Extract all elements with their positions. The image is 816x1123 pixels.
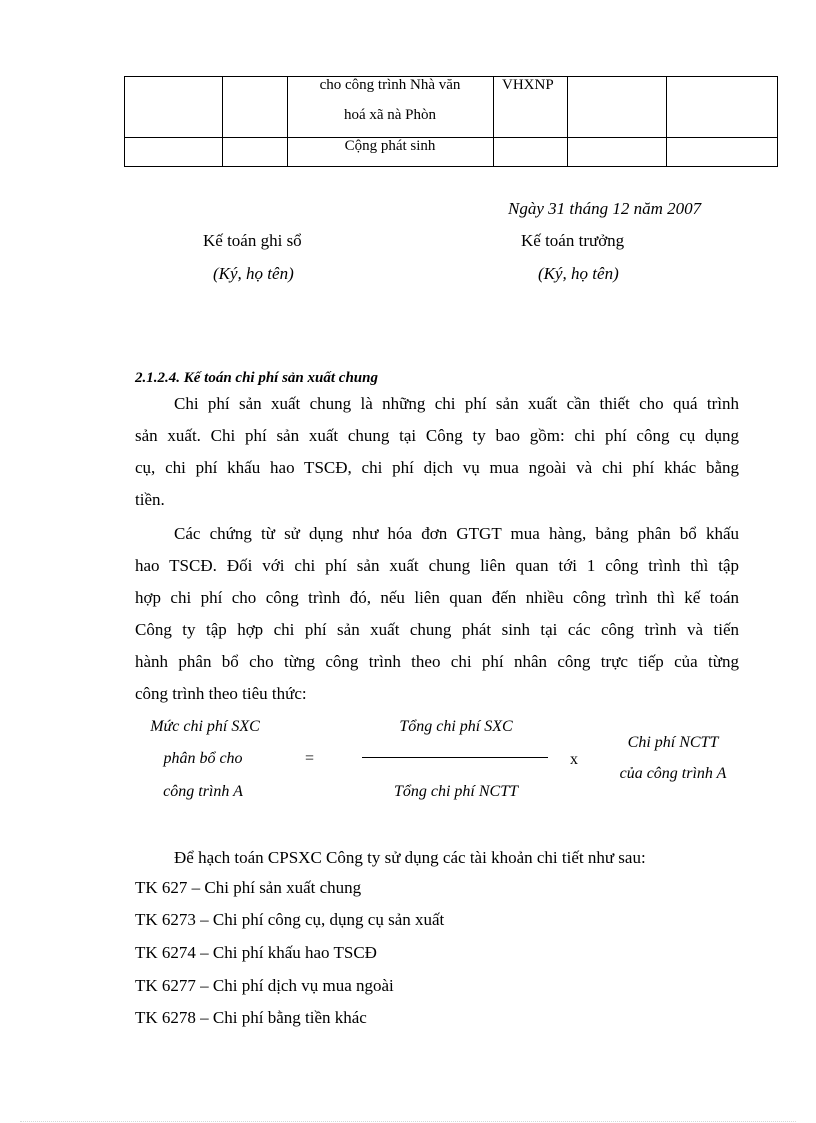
table-cell-description-line1: cho công trình Nhà văn bbox=[319, 77, 461, 93]
signature-right-note: (Ký, họ tên) bbox=[538, 264, 619, 283]
table-cell-total-label: Cộng phát sinh bbox=[344, 138, 436, 154]
formula-numerator: Tổng chi phí SXC bbox=[399, 718, 513, 735]
table-col-border bbox=[124, 76, 125, 166]
paragraph-2-line: công trình theo tiêu thức: bbox=[135, 684, 307, 703]
paragraph-1 bbox=[135, 388, 739, 516]
formula-lhs-line3: công trình A bbox=[163, 783, 243, 800]
signature-left-note: (Ký, họ tên) bbox=[213, 264, 294, 283]
accounts-intro: Để hạch toán CPSXC Công ty sử dụng các tài khoản chi tiết như sau: bbox=[174, 848, 646, 867]
account-item: TK 6277 – Chi phí dịch vụ mua ngoài bbox=[135, 976, 394, 995]
paragraph-2-line: hành phân bổ cho từng công trình theo chi phí nhân công trực tiếp của từng bbox=[135, 652, 739, 671]
signature-right-title: Kế toán trưởng bbox=[521, 231, 625, 250]
section-heading: 2.1.2.4. Kế toán chi phí sản xuất chung bbox=[135, 370, 378, 386]
table-col-border bbox=[567, 76, 568, 166]
formula-rhs-line1: Chi phí NCTT bbox=[627, 734, 719, 751]
account-item: TK 627 – Chi phí sản xuất chung bbox=[135, 878, 362, 897]
formula-lhs-line2: phân bổ cho bbox=[163, 750, 243, 767]
paragraph-2-line: Các chứng từ sử dụng như hóa đơn GTGT mua hàng, bảng phân bổ khấu bbox=[174, 524, 739, 543]
table-col-border bbox=[493, 76, 494, 166]
paragraph-2 bbox=[135, 518, 739, 710]
table-cell-description-line2: hoá xã nà Phòn bbox=[343, 107, 437, 123]
page-bottom-border bbox=[20, 1121, 796, 1122]
paragraph-1-line: tiền. bbox=[135, 490, 165, 509]
table-col-border bbox=[222, 76, 223, 166]
paragraph-1-line: cụ, chi phí khấu hao TSCĐ, chi phí dịch vụ mua ngoài và chi phí khác bằng bbox=[135, 458, 739, 477]
table-cell-code: VHXNP bbox=[502, 77, 554, 93]
account-item: TK 6278 – Chi phí bằng tiền khác bbox=[135, 1008, 367, 1027]
account-item: TK 6274 – Chi phí khấu hao TSCĐ bbox=[135, 943, 377, 962]
formula-lhs-line1: Mức chi phí SXC bbox=[150, 718, 260, 735]
account-item: TK 6273 – Chi phí công cụ, dụng cụ sản xuất bbox=[135, 910, 445, 929]
paragraph-2-line: hao TSCĐ. Đối với chi phí sản xuất chung liên quan tới 1 công trình thì tập bbox=[135, 556, 739, 575]
paragraph-1-line: sản xuất. Chi phí sản xuất chung tại Công ty bao gồm: chi phí công cụ dụng bbox=[135, 426, 739, 445]
fraction-bar bbox=[362, 757, 548, 758]
formula-times: x bbox=[570, 751, 578, 768]
paragraph-2-line: Công ty tập hợp chi phí sản xuất chung phát sinh tại các công trình và tiến bbox=[135, 620, 739, 639]
formula-equals: = bbox=[305, 750, 315, 767]
paragraph-2-line: hợp chi phí cho công trình đó, nếu liên quan đến nhiều công trình thì kế toán bbox=[135, 588, 739, 607]
table-rule-bottom bbox=[124, 166, 778, 167]
signature-left-title: Kế toán ghi sổ bbox=[203, 231, 302, 250]
formula-denominator: Tổng chi phí NCTT bbox=[393, 783, 519, 800]
table-col-border bbox=[777, 76, 778, 166]
paragraph-1-line: Chi phí sản xuất chung là những chi phí sản xuất cần thiết cho quá trình bbox=[174, 394, 739, 413]
formula-rhs-line2: của công trình A bbox=[619, 765, 727, 782]
signature-date: Ngày 31 tháng 12 năm 2007 bbox=[508, 199, 702, 218]
table-col-border bbox=[666, 76, 667, 166]
